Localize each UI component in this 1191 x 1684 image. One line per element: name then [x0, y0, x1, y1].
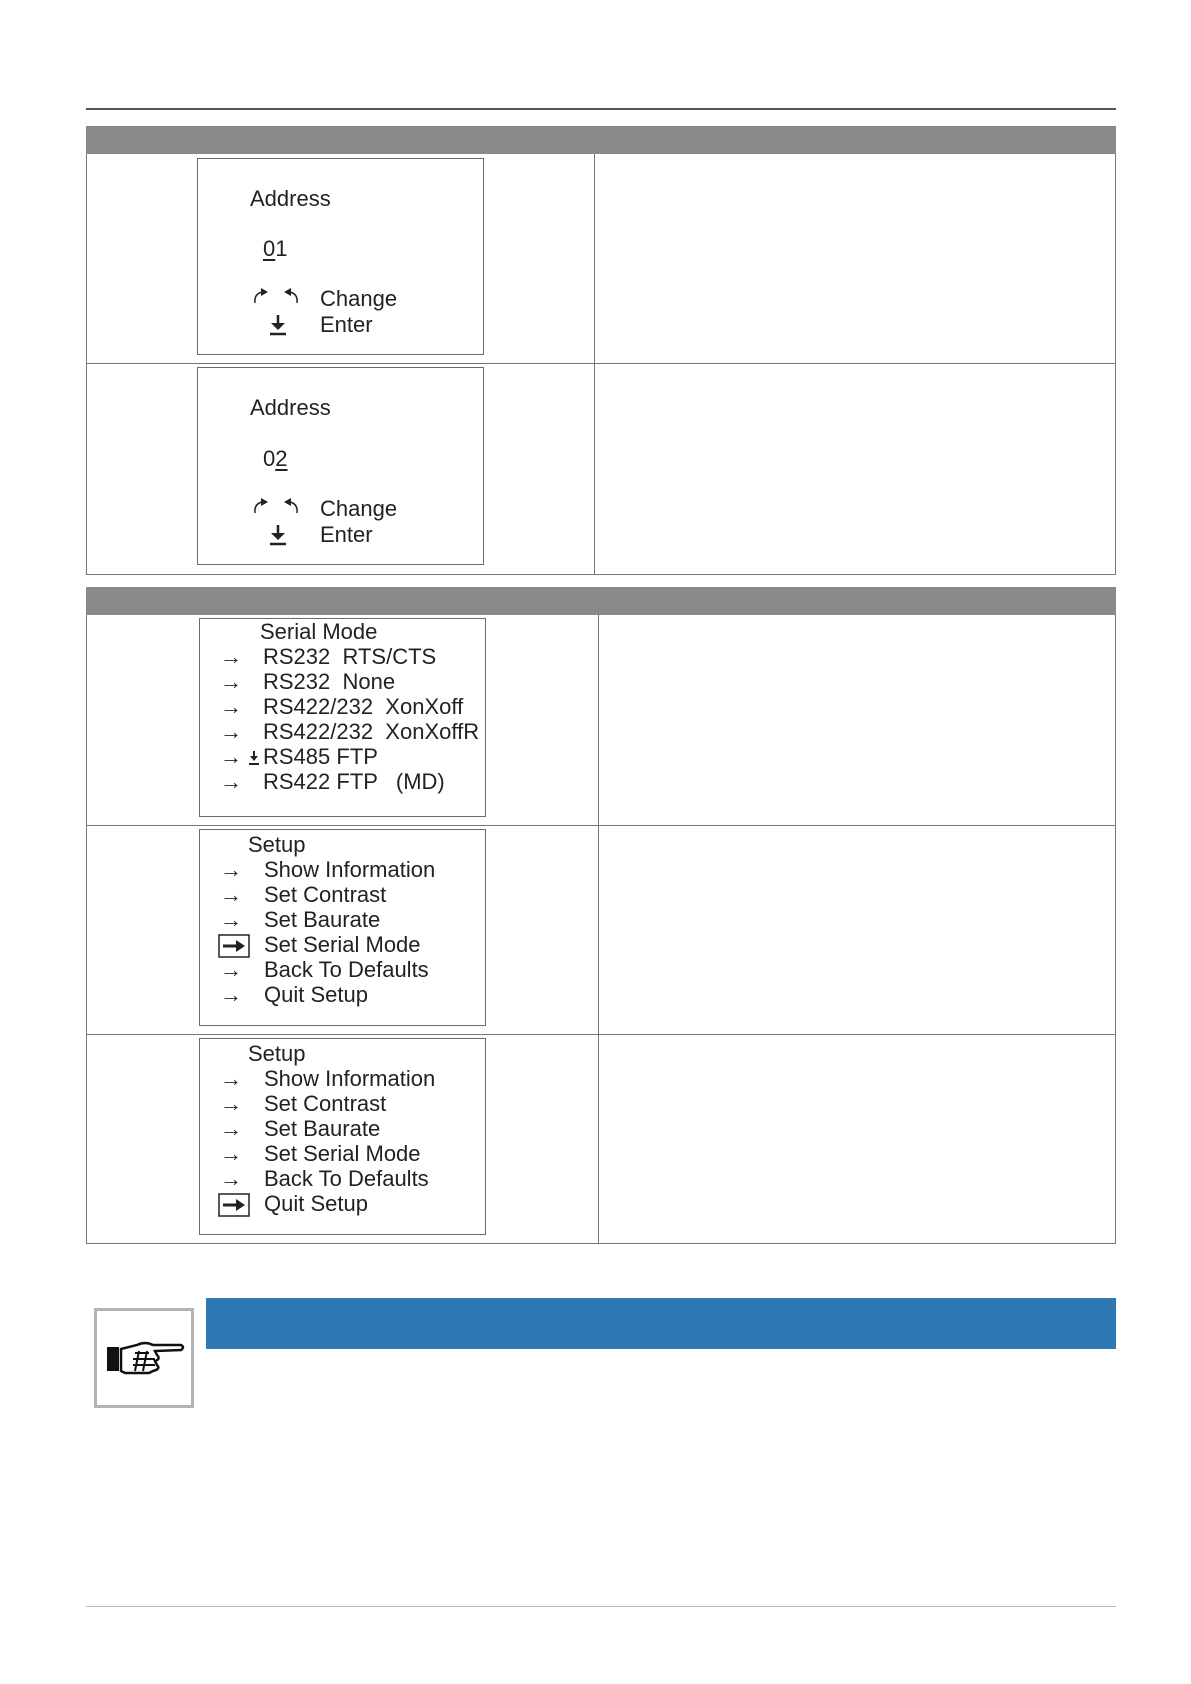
lcd-enter-label: Enter: [320, 312, 373, 337]
menu-item: RS232 RTS/CTS: [263, 644, 437, 669]
address-section: [86, 126, 1116, 575]
address-section-header: [86, 126, 1116, 154]
menu-item: Back To Defaults: [264, 957, 429, 982]
address-lcd-panel: [197, 158, 484, 355]
menu-arrow: →: [220, 1066, 242, 1091]
table-row: [87, 825, 1115, 1034]
bottom-rule: [86, 1606, 1116, 1607]
address-lcd-panel: [197, 367, 484, 565]
table-row: [87, 154, 1115, 363]
lcd-title: Address: [250, 395, 331, 420]
column-divider: [594, 364, 595, 574]
menu-item: Set Serial Mode: [264, 932, 421, 957]
menu-arrow: →: [220, 982, 242, 1007]
menu-arrow: →: [220, 857, 242, 882]
menu-item: Show Information: [264, 857, 436, 882]
setup-lcd-panel: [199, 1038, 486, 1235]
menu-item: Quit Setup: [264, 1191, 368, 1216]
table-row: [87, 363, 1115, 574]
note-icon-box: [94, 1308, 194, 1408]
menu-arrow: →: [220, 769, 242, 794]
menu-item: Set Serial Mode: [264, 1141, 421, 1166]
serial-mode-table: [86, 615, 1116, 1244]
lcd-title: Setup: [248, 832, 306, 857]
lcd-title: Setup: [248, 1041, 306, 1066]
menu-arrow: →: [220, 719, 242, 744]
top-rule: [86, 108, 1116, 110]
boxed-right-arrow-icon: [218, 934, 250, 958]
menu-arrow: →: [220, 744, 242, 769]
menu-arrow: →: [220, 1116, 242, 1141]
serial-mode-section: [86, 587, 1116, 1244]
rotate-left-right-icon: [252, 287, 300, 307]
menu-arrow: →: [220, 644, 242, 669]
lcd-title: Serial Mode: [260, 619, 378, 644]
menu-arrow: →: [220, 1141, 242, 1166]
serial-mode-lcd-panel: [199, 618, 486, 817]
lcd-change-label: Change: [320, 496, 398, 521]
menu-item: Set Contrast: [264, 1091, 387, 1116]
lcd-enter-label: Enter: [320, 522, 373, 547]
menu-item: Set Baurate: [264, 1116, 381, 1141]
menu-item: Set Contrast: [264, 882, 387, 907]
menu-item: RS422 FTP (MD): [263, 769, 445, 794]
menu-item: RS485 FTP: [263, 744, 378, 769]
pointing-hand-icon: [105, 1337, 185, 1381]
menu-item: Quit Setup: [264, 982, 368, 1007]
menu-item: Back To Defaults: [264, 1166, 429, 1191]
serial-mode-section-header: [86, 587, 1116, 615]
enter-down-arrow-icon: [269, 524, 287, 546]
menu-item: RS422/232 XonXoffR: [263, 719, 480, 744]
lcd-address-value: 02: [263, 446, 288, 471]
menu-item: RS422/232 XonXoff: [263, 694, 464, 719]
menu-arrow: →: [220, 882, 242, 907]
lcd-title: Address: [250, 186, 331, 211]
table-row: [87, 1034, 1115, 1243]
lcd-cursor-digit: 0: [263, 236, 276, 261]
column-divider: [594, 154, 595, 363]
note-header-bar: [206, 1298, 1116, 1349]
address-table: [86, 154, 1116, 575]
menu-arrow: →: [220, 1166, 242, 1191]
menu-item: Show Information: [264, 1066, 436, 1091]
enter-down-arrow-icon: [248, 750, 260, 766]
lcd-cursor-digit: 2: [275, 446, 288, 471]
boxed-right-arrow-icon: [218, 1193, 250, 1217]
setup-lcd-panel: [199, 829, 486, 1026]
menu-arrow: →: [220, 1091, 242, 1116]
table-row: [87, 615, 1115, 825]
menu-arrow: →: [220, 957, 242, 982]
column-divider: [598, 615, 599, 825]
column-divider: [598, 826, 599, 1034]
menu-item: Set Baurate: [264, 907, 381, 932]
enter-down-arrow-icon: [269, 314, 287, 336]
lcd-address-value: 01: [263, 236, 288, 261]
menu-arrow: →: [220, 907, 242, 932]
column-divider: [598, 1035, 599, 1243]
rotate-left-right-icon: [252, 497, 300, 517]
menu-arrow: →: [220, 694, 242, 719]
menu-item: RS232 None: [263, 669, 396, 694]
lcd-change-label: Change: [320, 286, 398, 311]
menu-arrow: →: [220, 669, 242, 694]
